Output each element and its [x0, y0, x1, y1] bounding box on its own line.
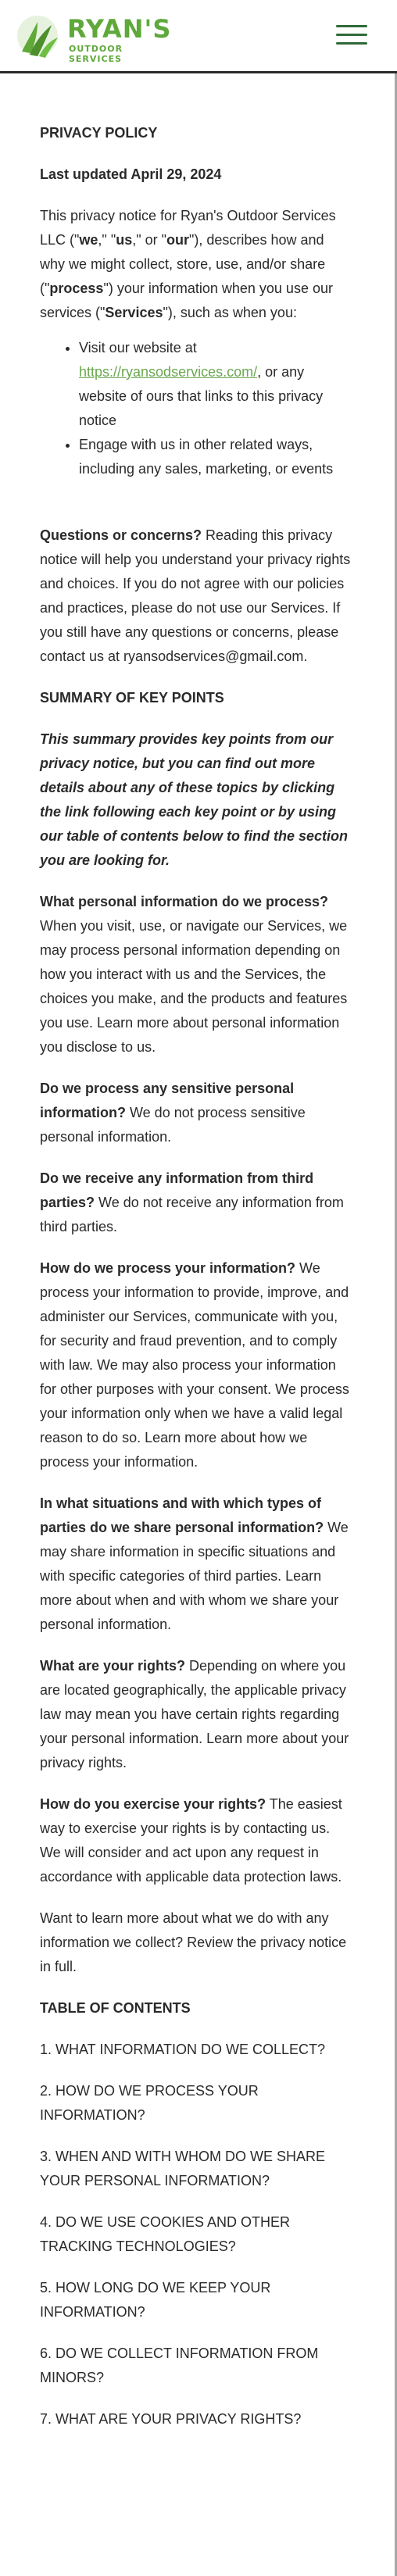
toc-link[interactable]: 4. DO WE USE COOKIES AND OTHER TRACKING TECHNOLOGIES? — [40, 2214, 291, 2254]
toc-link[interactable]: 6. DO WE COLLECT INFORMATION FROM MINORS? — [40, 2346, 319, 2385]
menu-bar — [336, 34, 367, 36]
menu-bar — [336, 42, 367, 45]
key-point: How do you exercise your rights? The easiest way to exercise your rights is by contacting us. We will consider and act upon any request in accordance with applicable data protection laws. — [40, 1796, 342, 1885]
brand-name: RYAN'S — [67, 14, 172, 44]
learn-more-paragraph: Want to learn more about what we do with any information we collect? Review the privacy notice in full. — [40, 1910, 347, 1974]
toc-heading: TABLE OF CONTENTS — [40, 2000, 191, 2016]
summary-heading: SUMMARY OF KEY POINTS — [40, 690, 224, 706]
ryans-logo[interactable] — [14, 9, 170, 64]
grass-logo-icon — [14, 11, 64, 61]
key-point: How do we process your information? We process your information to provide, improve, and administer our Services, communicate with you, for security and fraud prevention, and to comply with law. We may also process your information for other purposes with your consent. We process your information only when we have a valid legal reason to do so. Learn more about how we process your information. — [40, 1260, 349, 1470]
menu-icon[interactable] — [336, 25, 367, 48]
website-link[interactable]: https://ryansodservices.com/ — [79, 364, 258, 380]
summary-intro: This summary provides key points from our privacy notice, but you can find out more details about any of these topics by clicking the link following each key point or by using our table of contents below to find the section you are looking for. — [40, 731, 349, 868]
key-point: In what situations and with which types of parties do we share personal information? We may share information in specific situations and with specific categories of third parties. Learn more about when and with whom we share your personal information. — [40, 1495, 349, 1632]
toc-link[interactable]: 3. WHEN AND WITH WHOM DO WE SHARE YOUR PERSONAL INFORMATION? — [40, 2149, 326, 2188]
list-item: • Visit our website at https://ryansodservices.com/, or any website of ours that links to this privacy notice — [79, 336, 352, 433]
usage-list — [40, 336, 352, 481]
toc-link[interactable]: 5. HOW LONG DO WE KEEP YOUR INFORMATION? — [40, 2280, 271, 2320]
toc-link[interactable]: 1. WHAT INFORMATION DO WE COLLECT? — [40, 2042, 326, 2057]
key-point: What are your rights? Depending on where you are located geographically, the applicable privacy law may mean you have certain rights regarding your personal information. Learn more about your privacy rights. — [40, 1658, 349, 1770]
intro-paragraph: This privacy notice for Ryan's Outdoor Services LLC ("we," "us," or "our"), describes how and why we might collect, store, use, and/or share ("process") your information when you use our services ("Services"), such as when you: — [40, 208, 336, 320]
questions-paragraph: Questions or concerns? Reading this privacy notice will help you understand your privacy rights and choices. If you do not agree with our policies and practices, please do not use our Services. If you still have any questions or concerns, please contact us at ryansodservices@gmail.com. — [40, 527, 351, 664]
menu-bar — [336, 25, 367, 27]
toc-link[interactable]: 7. WHAT ARE YOUR PRIVACY RIGHTS? — [40, 2411, 302, 2427]
brand-tagline: OUTDOOR SERVICES — [69, 44, 123, 64]
last-updated: Last updated April 29, 2024 — [40, 166, 222, 182]
toc-link[interactable]: 2. HOW DO WE PROCESS YOUR INFORMATION? — [40, 2083, 259, 2123]
privacy-policy-content — [40, 121, 352, 2431]
key-point: Do we process any sensitive personal information? We do not process sensitive personal information. — [40, 1081, 306, 1145]
site-header — [0, 0, 397, 73]
page-title: PRIVACY POLICY — [40, 125, 158, 141]
key-point: Do we receive any information from third parties? We do not receive any information from third parties. — [40, 1170, 344, 1234]
list-item: • Engage with us in other related ways, including any sales, marketing, or events — [79, 433, 352, 481]
key-point: What personal information do we process? When you visit, use, or navigate our Services, we may process personal information depending on how you interact with us and the Services, the choices you make, and the products and features you use. Learn more about personal information you disclose to us. — [40, 894, 348, 1055]
